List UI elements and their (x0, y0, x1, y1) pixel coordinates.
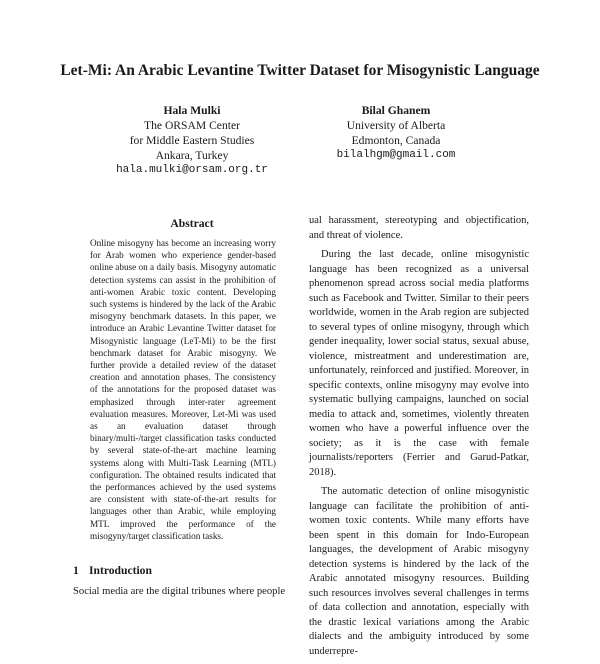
paragraph: ual harassment, stereotyping and objectification, and threat of violence. (309, 215, 529, 241)
author-affiliation: for Middle Eastern Studies (129, 134, 255, 147)
author-affiliation: The ORSAM Center (144, 119, 240, 132)
author-affiliation: University of Alberta (346, 119, 446, 132)
paragraph: During the last decade, online misogynistic language has been recognized as a universal phenomenon spread across social media platforms such as Facebook and Twitter. Similar to their peers worldwide, women in the Arab region are subjected to several types of online misogyny, through which gender inequality, lower social status, sexual abuse, violence, mistreatment and underestimation are, unfortunately, reinforced and justified. Moreover, in specific contexts, online misogyny may evolve into systematic bullying campaigns, launched on social media to attack and, sometimes, violently threaten women who have a powerful influence over the society; as it is the case with female journalists/reporters (Ferrier and Garud-Patkar, 2018). (309, 249, 529, 478)
author-name: Bilal Ghanem (361, 104, 431, 117)
author-block-2 (296, 103, 496, 163)
section-title: Introduction (89, 564, 152, 577)
abstract-text: Online misogyny has become an increasing worry for Arab women who experience gender-based online abuse on a daily basis. Misogyny automatic detection systems can assist in the prohibition of anti-women Arabic toxic content. Developing such systems is hindered by the lack of the Arabic misogyny benchmark datasets. In this paper, we introduce an Arabic Levantine Twitter dataset for Misogynistic language (LeT-Mi) to be the first benchmark dataset for Arabic misogyny. We further provide a detailed review of the dataset creation and annotation phases. The consistency of the annotations for the proposed dataset was emphasized through inter-rater agreement evaluation measures. Moreover, Let-Mi was used as an evaluation dataset through binary/multi-/target classification tasks conducted by several state-of-the-art machine learning systems along with Multi-Task Learning (MTL) configuration. The obtained results indicated that the performances achieved by the used systems are consistent with state-of-the-art results for languages other than Arabic, while employing MTL improved the performance of the misogyny/target classification tasks. (90, 238, 276, 541)
abstract-heading: Abstract (170, 217, 214, 230)
author-location: Ankara, Turkey (155, 149, 229, 162)
section-heading-introduction (73, 563, 293, 578)
author-block-1 (92, 103, 292, 178)
author-email: hala.mulki@orsam.org.tr (116, 164, 268, 176)
right-column (309, 214, 529, 664)
author-location: Edmonton, Canada (351, 134, 441, 147)
section-number: 1 (73, 564, 79, 577)
introduction-first-line: Social media are the digital tribunes where people (73, 586, 286, 597)
author-name: Hala Mulki (163, 104, 221, 117)
paragraph: The automatic detection of online misogynistic language can facilitate the prohibition of anti-women toxic contents. While many efforts have been spent in this domain for Indo-European languages, the development of Arabic misogyny detection systems is hindered by the lack of the Arabic annotated misogyny resources. Building such resources involves several challenges in terms of data collection and annotation, especially with the drastic lexical variations among the Arabic dialects and the ambiguity introduced by some underrepre- (309, 486, 529, 657)
author-email: bilalhgm@gmail.com (336, 149, 456, 161)
paper-title: Let-Mi: An Arabic Levantine Twitter Dataset for Misogynistic Language (60, 62, 540, 79)
